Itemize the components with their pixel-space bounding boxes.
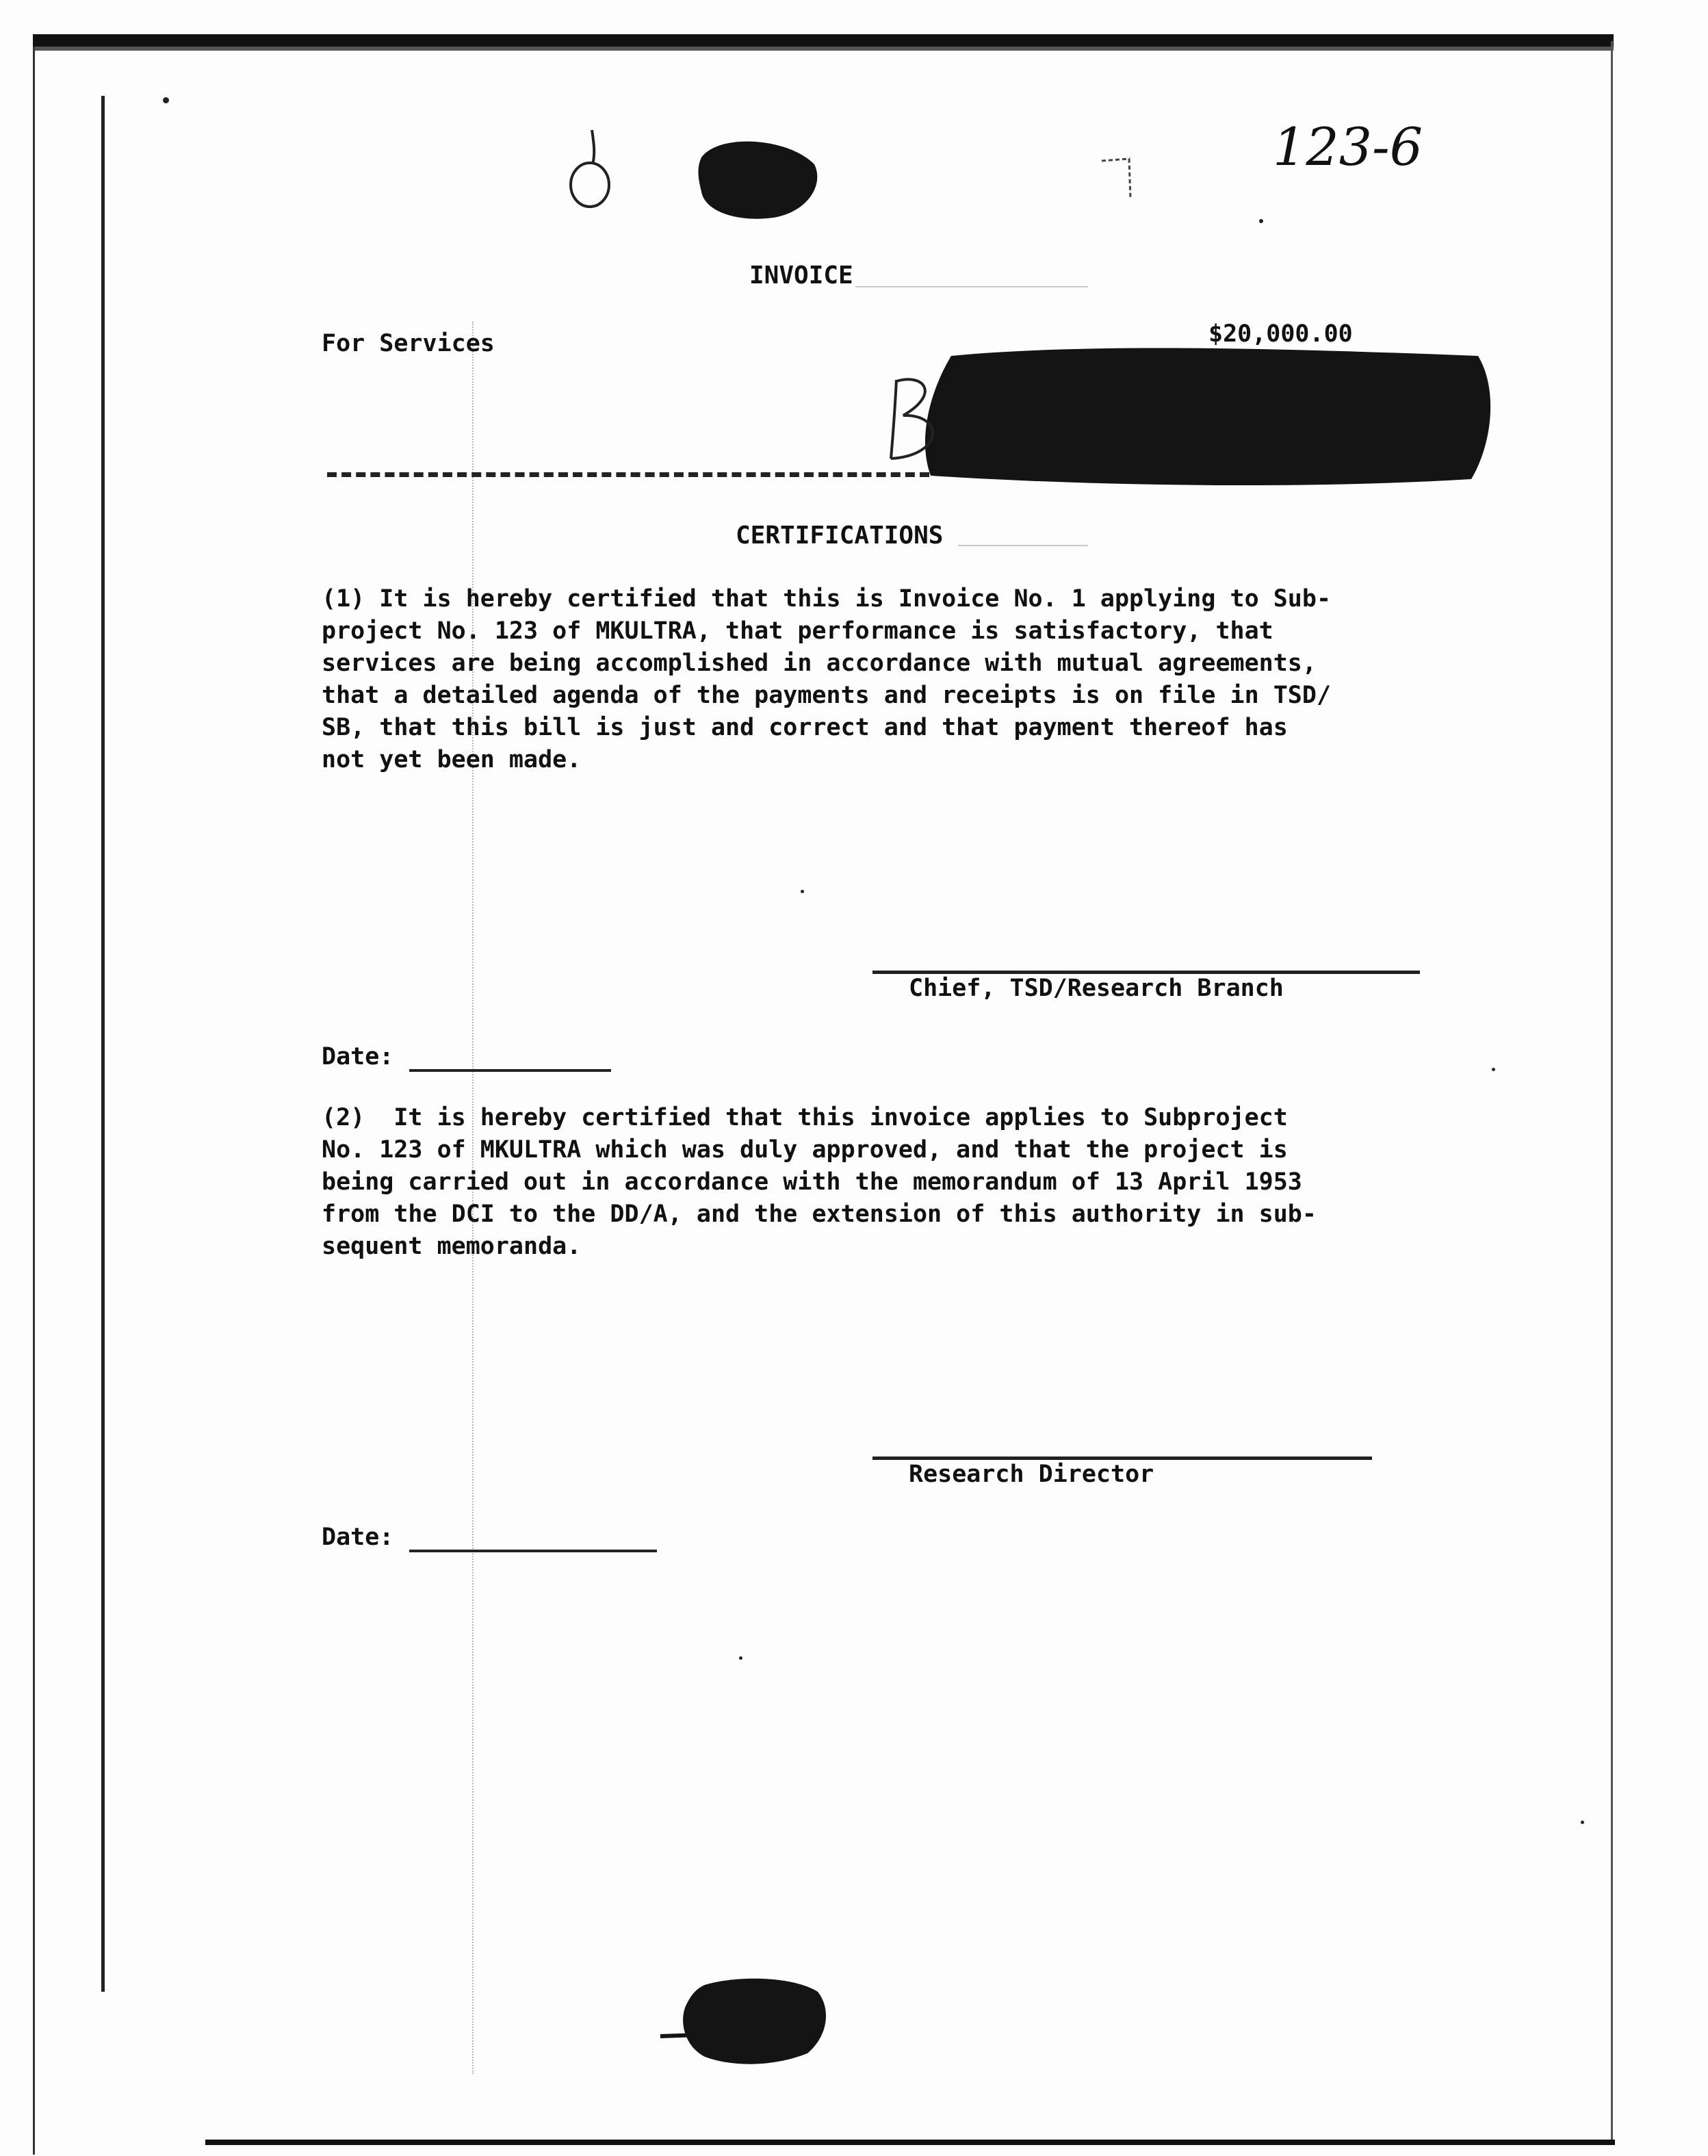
redaction-blot-bottom xyxy=(657,1971,862,2074)
para1-line: (1) It is hereby certified that this is Invoice No. 1 applying to Sub- xyxy=(322,585,1332,613)
signature-line-chief xyxy=(872,971,1420,974)
scan-border-bottom xyxy=(205,2140,1615,2145)
scan-speck xyxy=(739,1656,742,1660)
para1-line: project No. 123 of MKULTRA, that performance is satisfactory, that xyxy=(322,617,1273,645)
scan-speck xyxy=(1492,1068,1495,1071)
handwritten-b-mark xyxy=(876,373,958,469)
scan-border-top-shadow xyxy=(33,47,1614,51)
redaction-blot-top xyxy=(691,130,828,226)
redaction-block-payee xyxy=(890,335,1505,493)
certifications-title: CERTIFICATIONS xyxy=(736,522,944,550)
scan-speck xyxy=(1581,1821,1584,1824)
date-label-2: Date: xyxy=(322,1524,394,1551)
para2-line: (2) It is hereby certified that this invoice applies to Subproject xyxy=(322,1104,1288,1131)
para2-line: sequent memoranda. xyxy=(322,1233,582,1260)
scan-speck xyxy=(163,97,169,103)
invoice-amount: $20,000.00 xyxy=(1208,320,1353,348)
scan-speck xyxy=(1259,219,1263,223)
signer-title-director: Research Director xyxy=(909,1461,1154,1488)
para1-line: not yet been made. xyxy=(322,746,582,773)
page-mark: 123-6 xyxy=(1273,116,1423,177)
para1-line: services are being accomplished in accordance with mutual agreements, xyxy=(322,650,1317,677)
bracket-mark-icon xyxy=(1088,151,1150,212)
para2-line: from the DCI to the DD/A, and the extension of this authority in sub- xyxy=(322,1201,1317,1228)
handwritten-mark-icon xyxy=(561,116,623,212)
scan-border-top xyxy=(33,34,1614,47)
signature-line-director xyxy=(872,1456,1372,1460)
date-label-1: Date: xyxy=(322,1043,394,1070)
title-underline xyxy=(855,286,1088,287)
scan-border-left-edge xyxy=(33,47,35,2155)
date-field-line-2 xyxy=(409,1550,657,1552)
date-field-line-1 xyxy=(409,1069,611,1072)
scan-speck xyxy=(801,890,804,893)
scan-border-left xyxy=(101,96,105,1992)
para1-line: that a detailed agenda of the payments and receipts is on file in TSD/ xyxy=(322,682,1332,709)
para1-line: SB, that this bill is just and correct and that payment thereof has xyxy=(322,714,1288,741)
para2-line: being carried out in accordance with the memorandum of 13 April 1953 xyxy=(322,1168,1302,1196)
invoice-title: INVOICE xyxy=(749,261,853,290)
certifications-underline xyxy=(958,545,1088,546)
para2-line: No. 123 of MKULTRA which was duly approved, and that the project is xyxy=(322,1136,1288,1164)
separator-dashed-rule xyxy=(327,472,929,477)
for-services-label: For Services xyxy=(322,330,495,357)
signer-title-chief: Chief, TSD/Research Branch xyxy=(909,975,1284,1002)
scan-border-right xyxy=(1611,41,1613,2142)
